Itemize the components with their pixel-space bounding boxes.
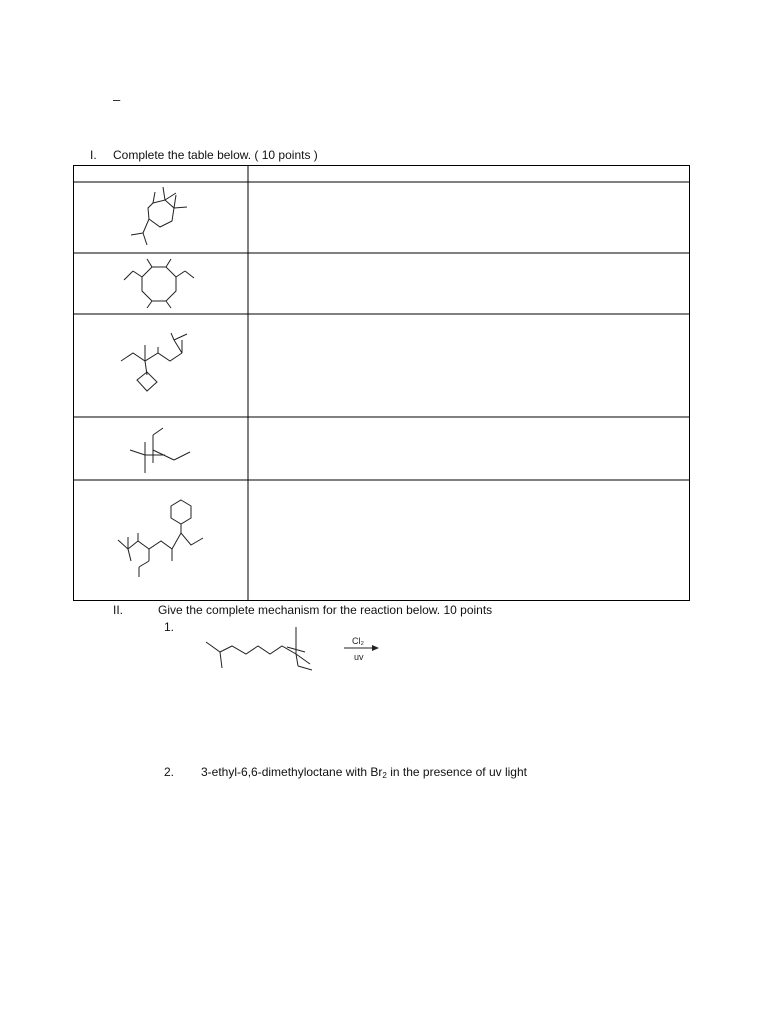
item-1-number: 1. [164,620,175,634]
item-2-number: 2. [164,765,175,779]
reaction-scheme [190,618,390,678]
structure-table [73,165,690,601]
structure-cyclohexyl-alkane [118,500,203,577]
item-2-text-after: in the presence of uv light [386,765,527,779]
section-1-numeral: I. [90,148,97,162]
structure-cyclooctane [124,259,194,308]
structure-ring-substituted [131,187,187,245]
item-2-subscript: 2 [382,771,387,780]
section-2-instruction: Give the complete mechanism for the reaction below. 10 points [158,603,493,617]
item-2-text-before: 3-ethyl-6,6-dimethyloctane with Br [201,765,383,779]
structure-branched-alkane [130,428,190,473]
structure-cyclobutyl-alkane [121,333,187,391]
reaction-drawing [190,618,390,678]
table-grid [73,165,690,601]
reagent-top: Cl₂ [352,636,364,646]
table-border [74,166,690,601]
blank-mark: – [113,92,121,107]
reactant-structure [206,627,312,670]
section-2-numeral: II. [113,603,124,617]
reagent-bottom: uv [354,652,364,662]
item-2-text [201,765,527,779]
section-1-instruction: Complete the table below. ( 10 points ) [113,148,318,162]
